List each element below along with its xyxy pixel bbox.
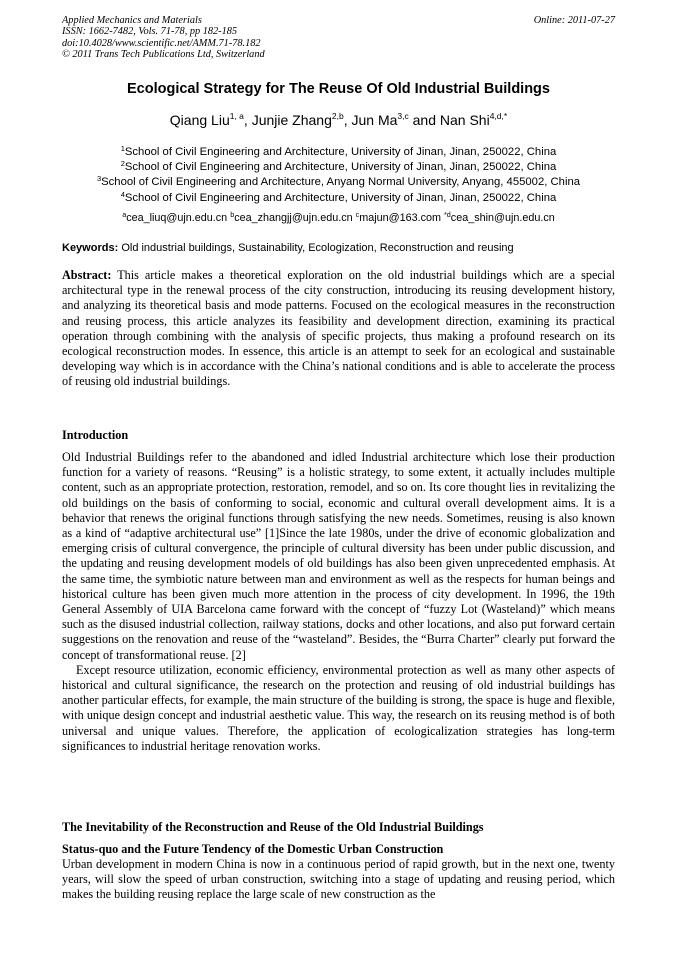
email-link[interactable]: cea_zhangjj@ujn.edu.cn bbox=[234, 212, 353, 224]
affiliation-sup: 1 bbox=[120, 144, 125, 153]
keywords-text: Old industrial buildings, Sustainability, Ecologization, Reconstruction and reusing bbox=[121, 242, 514, 254]
author-sup: 4,d,* bbox=[489, 111, 508, 121]
affiliation-text: School of Civil Engineering and Architecture, University of Jinan, Jinan, 250022, China bbox=[124, 146, 557, 158]
introduction-body bbox=[62, 450, 615, 754]
affiliation-sup: 3 bbox=[96, 174, 102, 184]
author-sup: 1, a bbox=[229, 111, 244, 121]
paragraph: Except resource utilization, economic efficiency, environmental protection as well as many other aspects of historical and cultural significance, the research on the protection and reusing of old industrial buildings has another particular effects, for example, the main structure of the building is strong, the space is huge and flexible, with unique design concept and industrial aesthetic value. This way, the research on its reusing method is of both universal and unique values. Therefore, the application of ecologicalization strategies has long-term significances to industrial heritage renovation works. bbox=[62, 662, 615, 753]
introduction-heading: Introduction bbox=[62, 428, 129, 442]
author-line bbox=[62, 111, 615, 129]
email-line bbox=[56, 211, 621, 225]
author-separator: and bbox=[408, 112, 440, 128]
affiliation-line bbox=[56, 175, 621, 190]
affiliation-line bbox=[56, 145, 621, 160]
abstract-text: This article makes a theoretical exploration on the old industrial buildings which are a special architectural type in the renewal process of the city construction, introducing its reusing development history, and analyzing its theoretical basis and mode patterns. Focused on the ecological measures in the reconstruction and reusing process, this article analyzes its feasibility and development direction, examining its practical operation through combining with the analysis of specific projects, thus making a profound research on its ecological reconstruction modes. In essence, this article is an attempt to seek for an ecological and sustainable developing way which is in accordance with the China’s national conditions and is able to accelerate the process of reusing old industrial buildings. bbox=[62, 268, 615, 389]
affiliations bbox=[56, 145, 621, 206]
author-sup: 2,b bbox=[331, 111, 344, 121]
issn-line: ISSN: 1662-7482, Vols. 71-78, pp 182-185 bbox=[62, 26, 238, 38]
email-sup: a bbox=[122, 210, 127, 219]
email-sup: *d bbox=[444, 210, 451, 219]
affiliation-line bbox=[56, 160, 621, 175]
author-sup: 3,c bbox=[397, 111, 409, 121]
affiliation-text: School of Civil Engineering and Architecture, Anyang Normal University, Anyang, 455002, China bbox=[101, 176, 581, 189]
journal-name: Applied Mechanics and Materials bbox=[62, 15, 202, 26]
author-name: Qiang Liu bbox=[169, 112, 230, 128]
author-separator: , bbox=[243, 112, 252, 128]
keywords-label: Keywords: bbox=[62, 242, 119, 254]
copyright-line: © 2011 Trans Tech Publications Ltd, Switzerland bbox=[62, 48, 265, 60]
paragraph: Old Industrial Buildings refer to the abandoned and idled Industrial architecture which lose their production function for a variety of reasons. “Reusing” is a holistic strategy, to some extent, it actually includes multiple content, such as an appropriate protection, restoration, remodel, and so on. Its core thought lies in revitalizing the old buildings on the basis of conforming to social, economic and cultural overall development aims. It is a behavior that renews the original functions through satisfying the new needs. Sometimes, reusing is also known as a kind of “adaptive architectural use” [1]Since the late 1980s, under the drive of economic globalization and emerging crisis of cultural convergence, the principle of cultural diversity has been under public discussion, and the updating and reusing development models of old buildings has also been given unprecedented emphasis. At the same time, the symbiotic nature between man and environment as well as the respects for human beings and historical culture has been given much more attention in the process of city development. In 1996, the 19th General Assembly of UIA Barcelona came forward with the concept of “fuzzy Lot (Wasteland)” which means such as the disused industrial collection, railway stations, docks and other locations, and also put forward certain suggestions on the renovation and reuse of the “wasteland”. Besides, the “Burra Charter” clearly put forward the concept of transformational reuse. [2] bbox=[62, 450, 615, 662]
doi-line: doi:10.4028/www.scientific.net/AMM.71-78.182 bbox=[62, 37, 261, 49]
email-sup: c bbox=[355, 210, 360, 219]
paragraph: Urban development in modern China is now in a continuous period of rapid growth, but in the next one, twenty years, will slow the speed of urban construction, switching into a stage of updating and reusing period, which makes the building reusing replace the large scale of new construction as the bbox=[62, 857, 615, 902]
email-link[interactable]: majun@163.com bbox=[359, 212, 441, 224]
author-name: Jun Ma bbox=[351, 112, 398, 128]
author-name: Junjie Zhang bbox=[251, 112, 332, 128]
email-sup: b bbox=[230, 210, 235, 219]
subsection-heading: Status-quo and the Future Tendency of the Domestic Urban Construction bbox=[62, 842, 444, 856]
affiliation-text: School of Civil Engineering and Architecture, University of Jinan, Jinan, 250022, China bbox=[124, 161, 557, 174]
affiliation-sup: 4 bbox=[120, 189, 125, 199]
email-link[interactable]: cea_liuq@ujn.edu.cn bbox=[126, 212, 228, 224]
online-date: Online: 2011-07-27 bbox=[533, 15, 615, 26]
abstract-label: Abstract: bbox=[62, 268, 112, 282]
affiliation-sup: 2 bbox=[120, 159, 125, 169]
author-separator: , bbox=[343, 112, 352, 128]
journal-header bbox=[62, 15, 615, 60]
affiliation-text: School of Civil Engineering and Architecture, University of Jinan, Jinan, 250022, China bbox=[124, 191, 557, 204]
author-name: Nan Shi bbox=[439, 112, 490, 128]
abstract bbox=[62, 268, 615, 390]
email-link[interactable]: cea_shin@ujn.edu.cn bbox=[450, 212, 555, 224]
section-heading: The Inevitability of the Reconstruction and Reuse of the Old Industrial Buildings bbox=[62, 820, 484, 834]
keywords bbox=[62, 241, 615, 255]
affiliation-line bbox=[56, 191, 621, 206]
paper-title: Ecological Strategy for The Reuse Of Old Industrial Buildings bbox=[127, 81, 550, 97]
